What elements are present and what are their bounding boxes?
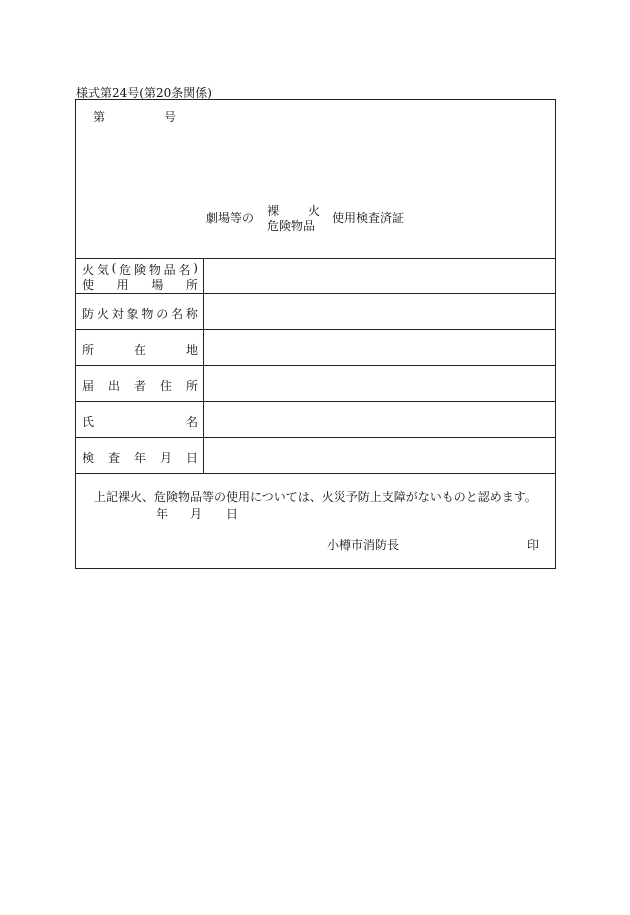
label-char: 地 — [185, 343, 198, 357]
table-row — [76, 258, 555, 294]
label-line — [82, 449, 198, 466]
label-char: 所 — [185, 278, 198, 292]
row-value-name[interactable] — [204, 402, 555, 437]
number-prefix: 第 — [93, 110, 106, 124]
label-char: 場 — [151, 278, 164, 292]
label-char: 所 — [82, 343, 95, 357]
label-char: 気 — [96, 263, 109, 277]
number-suffix: 号 — [164, 110, 177, 124]
row-label-target-name — [76, 294, 204, 329]
title-hadaka: 裸 — [267, 204, 280, 218]
label-char: 防 — [82, 307, 95, 321]
table-row — [76, 438, 555, 474]
row-label-applicant-address — [76, 366, 204, 401]
label-char: 住 — [159, 379, 172, 393]
label-char: 年 — [133, 451, 146, 465]
label-char: 名 — [171, 307, 184, 321]
certificate-header — [76, 100, 555, 259]
table-row — [76, 330, 555, 366]
label-line — [82, 413, 198, 430]
row-label-location — [76, 258, 204, 293]
label-char: 月 — [159, 451, 172, 465]
title-prefix: 劇場等の — [206, 211, 255, 225]
label-char: 物 — [148, 263, 161, 277]
label-char: 火 — [96, 307, 109, 321]
label-char: 物 — [141, 307, 154, 321]
row-value-inspection-date[interactable] — [204, 438, 555, 473]
label-char: 所 — [185, 379, 198, 393]
certificate-footer — [76, 473, 555, 569]
title-kiken-buppin: 危険物品 — [267, 219, 316, 233]
label-char: 象 — [126, 307, 139, 321]
date-year-label: 年 — [156, 507, 169, 521]
label-char: の — [156, 307, 169, 321]
row-value-applicant-address[interactable] — [204, 366, 555, 401]
table-row — [76, 294, 555, 330]
label-char: 称 — [185, 307, 198, 321]
approval-statement: 上記裸火、危険物品等の使用については、火災予防上支障がないものと認めます。 — [94, 490, 537, 504]
label-char: 険 — [133, 263, 146, 277]
label-char: 者 — [133, 379, 146, 393]
label-char: 用 — [116, 278, 129, 292]
form-number-label: 様式第24号(第20条関係) — [76, 86, 212, 100]
label-char: 対 — [111, 307, 124, 321]
label-line-2 — [82, 276, 198, 293]
label-char: 使 — [82, 278, 95, 292]
row-value-location[interactable] — [204, 258, 555, 293]
date-month-label: 月 — [190, 507, 203, 521]
label-char: 届 — [82, 379, 95, 393]
row-value-target-name[interactable] — [204, 294, 555, 329]
label-char: ) — [193, 261, 198, 275]
label-char: 出 — [107, 379, 120, 393]
label-line — [82, 377, 198, 394]
table-row — [76, 402, 555, 438]
issuer-name: 小樽市消防長 — [327, 538, 400, 552]
label-char: 危 — [119, 263, 132, 277]
label-char: 日 — [185, 451, 198, 465]
label-char: 査 — [107, 451, 120, 465]
label-char: 品 — [163, 263, 176, 277]
certificate-frame — [75, 99, 556, 569]
info-table — [76, 258, 555, 474]
row-value-address[interactable] — [204, 330, 555, 365]
date-day-label: 日 — [226, 507, 239, 521]
title-hi: 火 — [308, 204, 321, 218]
label-char: 名 — [185, 415, 198, 429]
table-row — [76, 366, 555, 402]
seal-mark: 印 — [527, 538, 540, 552]
label-char: 在 — [133, 343, 146, 357]
label-char: 氏 — [82, 415, 95, 429]
label-line — [82, 305, 198, 322]
label-char: 火 — [82, 263, 95, 277]
row-label-name — [76, 402, 204, 437]
label-char: 名 — [178, 263, 191, 277]
row-label-address — [76, 330, 204, 365]
label-char: ( — [111, 261, 117, 275]
title-suffix: 使用検査済証 — [332, 211, 405, 225]
label-line — [82, 341, 198, 358]
row-label-inspection-date — [76, 438, 204, 473]
label-char: 検 — [82, 451, 95, 465]
